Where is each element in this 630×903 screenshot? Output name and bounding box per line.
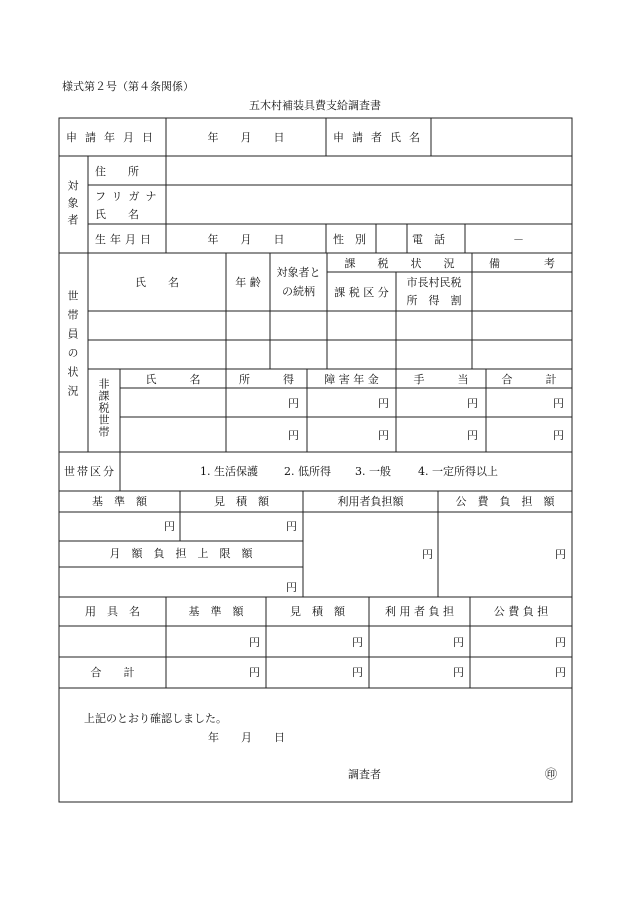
yen-unit: 円: [467, 397, 478, 410]
user-burden-header: 利用者負担額: [337, 495, 404, 508]
form-number: 様式第２号（第４条関係）: [62, 80, 194, 93]
equipment-user-burden-header: 利 用 者 負 担: [385, 605, 454, 618]
equipment-total-label: 合 計: [90, 666, 135, 679]
category-option-general[interactable]: 3. 一般: [355, 465, 391, 478]
phone-field[interactable]: －: [513, 233, 524, 246]
equipment-standard-header: 基 準 額: [188, 605, 244, 618]
yen-unit: 円: [352, 666, 363, 679]
yen-unit: 円: [553, 397, 564, 410]
yen-unit: 円: [555, 666, 566, 679]
relation-header-2: の続柄: [282, 285, 315, 298]
birthdate-field[interactable]: 年 月 日: [207, 233, 285, 246]
applicant-name-label: 申請者氏名: [333, 131, 428, 144]
municipal-tax-header-1: 市長村民税: [406, 276, 462, 289]
yen-unit: 円: [467, 429, 478, 442]
yen-unit: 円: [453, 636, 464, 649]
yen-unit: 円: [378, 429, 389, 442]
yen-unit: 円: [555, 636, 566, 649]
municipal-tax-header-2: 所 得 割: [406, 294, 462, 307]
standard-amount-header: 基 準 額: [92, 495, 147, 508]
yen-unit: 円: [422, 548, 433, 561]
yen-unit: 円: [164, 520, 175, 533]
birthdate-label: 生年月日: [95, 233, 155, 246]
category-option-welfare[interactable]: 1. 生活保護: [200, 465, 258, 478]
yen-unit: 円: [352, 636, 363, 649]
tax-category-header: 課 税 区 分: [334, 286, 389, 299]
equipment-name-header: 用 具 名: [85, 605, 140, 618]
confirmation-statement: 上記のとおり確認しました。: [84, 712, 227, 725]
equipment-estimate-header: 見 積 額: [290, 605, 345, 618]
yen-unit: 円: [249, 636, 260, 649]
investigator-label: 調査者: [348, 768, 381, 781]
nontax-income-header: 所 得: [239, 373, 294, 386]
equipment-public-burden-header: 公 費 負 担: [493, 605, 549, 618]
confirmation-date-field[interactable]: 年 月 日: [208, 731, 285, 744]
furigana-label: フリガナ: [95, 190, 163, 203]
seal-mark: ㊞: [545, 767, 558, 781]
nontax-pension-header: 障 害 年 金: [324, 373, 379, 386]
age-header: 年 齢: [235, 276, 261, 289]
document-title: 五木村補装具費支給調査書: [249, 99, 381, 112]
yen-unit: 円: [288, 397, 299, 410]
yen-unit: 円: [555, 548, 566, 561]
application-date-label: 申請年月日: [66, 131, 161, 144]
nontax-name-header: 氏 名: [145, 373, 201, 386]
tax-status-header: 課 税 状 況: [344, 257, 455, 270]
yen-unit: 円: [286, 520, 297, 533]
sex-label: 性 別: [333, 233, 366, 246]
public-burden-header: 公 費 負 担 額: [455, 495, 555, 508]
monthly-limit-label: 月 額 負 担 上 限 額: [109, 547, 253, 560]
nontax-household-label: 非課税世帯: [97, 378, 110, 438]
yen-unit: 円: [378, 397, 389, 410]
household-category-label: 世帯区分: [64, 465, 116, 478]
yen-unit: 円: [249, 666, 260, 679]
yen-unit: 円: [286, 581, 297, 594]
category-option-high-income[interactable]: 4. 一定所得以上: [418, 465, 498, 478]
subject-group-label: 対象者: [66, 180, 79, 231]
application-date-field[interactable]: 年 月 日: [207, 131, 285, 144]
relation-header-1: 対象者と: [276, 266, 321, 279]
household-name-header: 氏 名: [135, 276, 179, 289]
yen-unit: 円: [288, 429, 299, 442]
remarks-header: 備 考: [489, 257, 555, 270]
address-label: 住 所: [95, 165, 139, 178]
household-group-label: 世帯員の状況: [66, 290, 79, 404]
nontax-total-header: 合 計: [501, 373, 557, 386]
phone-label: 電 話: [412, 233, 445, 246]
nontax-allowance-header: 手 当: [413, 373, 469, 386]
category-option-low-income[interactable]: 2. 低所得: [284, 465, 331, 478]
yen-unit: 円: [553, 429, 564, 442]
name-label: 氏 名: [95, 208, 139, 221]
estimate-amount-header: 見 積 額: [214, 495, 269, 508]
yen-unit: 円: [453, 666, 464, 679]
